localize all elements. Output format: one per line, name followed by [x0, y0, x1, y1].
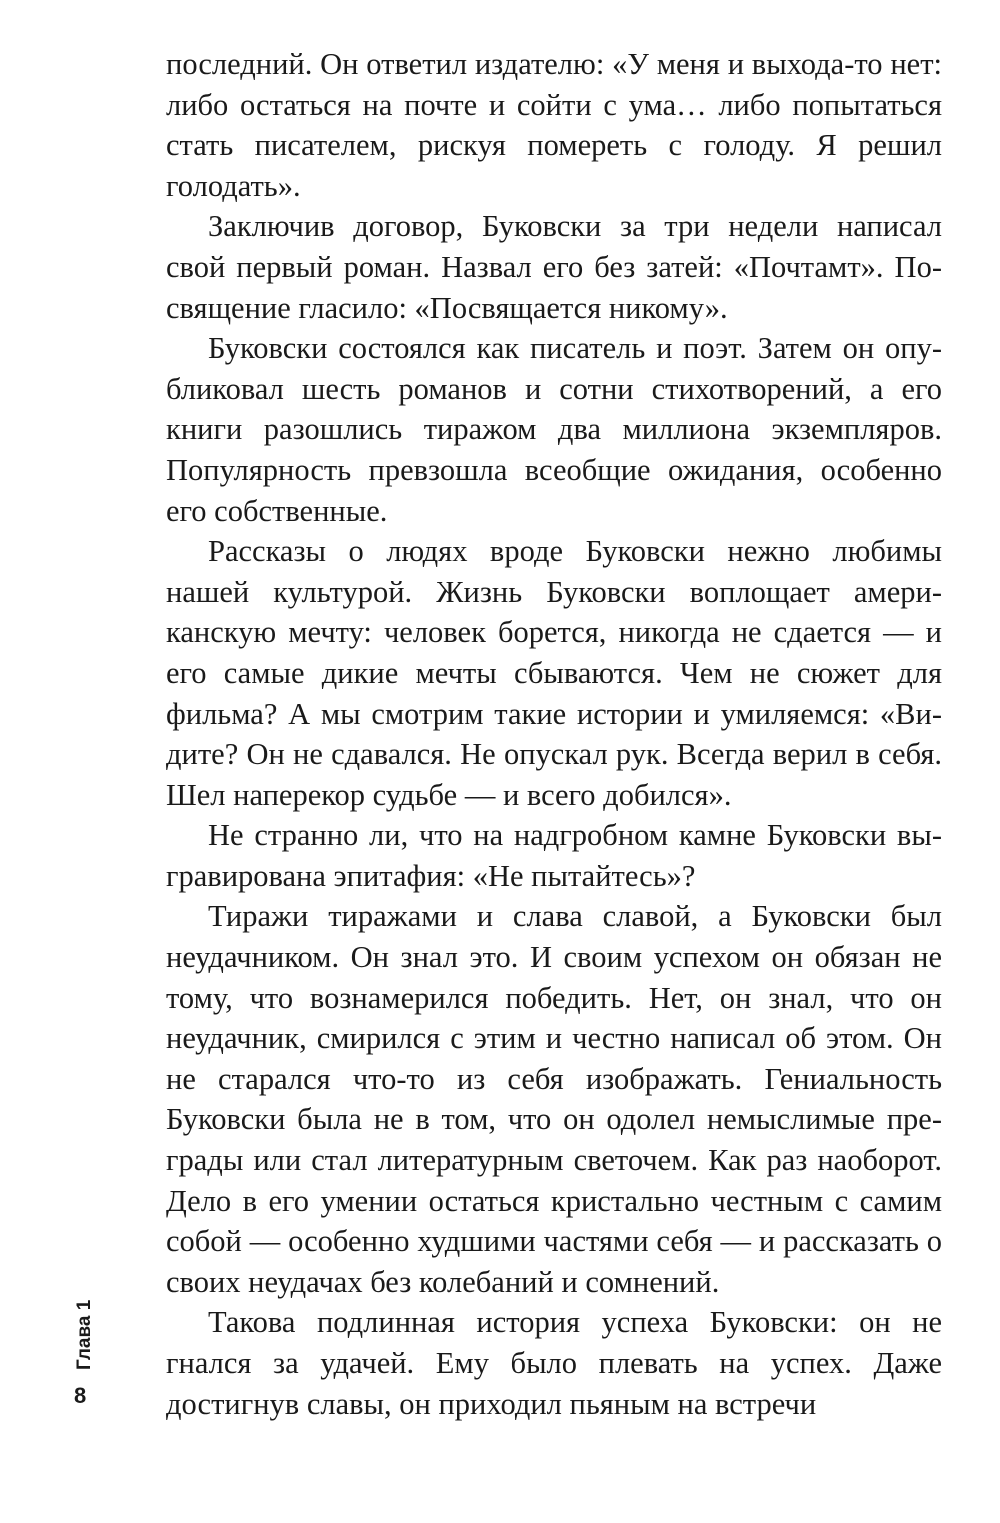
- body-text: [166, 44, 942, 1424]
- paragraph-4: Рассказы о людях вроде Буковски нежно любимы нашей культурой. Жизнь Буковски воплощает американскую мечту: человек борется, никогда не сдается — и его самые дикие мечты сбываются. Чем не сюжет для фильма? А мы смотрим такие истории и умиляемся: «Видите? Он не сдавался. Не опускал рук. Всегда верил в себя. Шел наперекор судьбе — и всего добился».: [166, 534, 942, 812]
- page-number: 8: [74, 1383, 87, 1408]
- paragraph-3: Буковски состоялся как писатель и поэт. Затем он опубликовал шесть романов и сотни стихотворений, а его книги разошлись тиражом два миллиона экземпляров. Популярность превзошла всеобщие ожидания, особенно его собственные.: [166, 331, 942, 528]
- running-header: [72, 1300, 102, 1370]
- chapter-label: Глава 1: [74, 1299, 95, 1370]
- paragraph-7: Такова подлинная история успеха Буковски: он не гнался за удачей. Ему было плевать на успех. Даже достигнув славы, он приходил пьяным на встречи: [166, 1305, 942, 1421]
- paragraph-1: последний. Он ответил издателю: «У меня и выхода-то нет: либо остаться на почте и сойти с ума… либо попытаться стать писателем, рискуя помереть с голоду. Я решил голодать».: [166, 47, 942, 203]
- paragraph-5: Не странно ли, что на надгробном камне Буковски выгравирована эпитафия: «Не пытайтесь»?: [166, 818, 942, 893]
- paragraph-2: Заключив договор, Буковски за три недели написал свой первый роман. Назвал его без затей: «Почтамт». Посвящение гласило: «Посвящается никому».: [166, 209, 942, 325]
- paragraph-6: Тиражи тиражами и слава славой, а Буковски был неудачником. Он знал это. И своим успехом он обязан не тому, что вознамерился победить. Нет, он знал, что он неудачник, смирился с этим и честно написал об этом. Он не старался что-то из себя изображать. Гениальность Буковски была не в том, что он одолел немыслимые преграды или стал литературным светочем. Как раз наоборот. Дело в его умении остаться кристально честным с самим собой — особенно худшими частями себя — и рассказать о своих неудачах без колебаний и сомнений.: [166, 899, 942, 1299]
